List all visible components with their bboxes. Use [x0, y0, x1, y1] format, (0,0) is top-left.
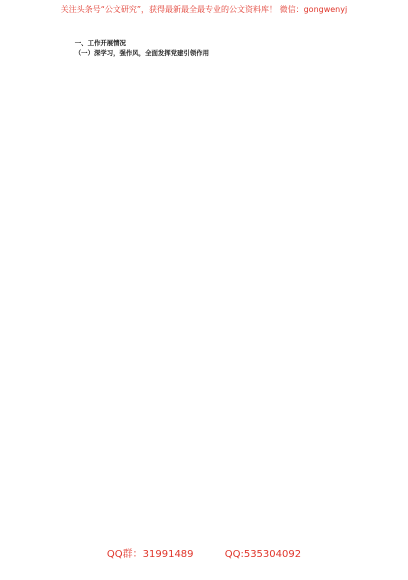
qq-group-number: QQ群：31991489	[106, 549, 194, 560]
qq-number: QQ:535304092	[224, 549, 302, 560]
subheading-party-building: （一）深学习，强作风，全面发挥党建引领作用	[74, 48, 209, 57]
document-body	[62, 38, 358, 526]
contact-footer	[0, 548, 408, 562]
promo-banner[interactable]: 关注头条号“公文研究”，获得最新最全最专业的公文资料库！ 微信：gongwenyj	[60, 5, 348, 14]
section-heading: 一、工作开展情况	[74, 39, 126, 47]
